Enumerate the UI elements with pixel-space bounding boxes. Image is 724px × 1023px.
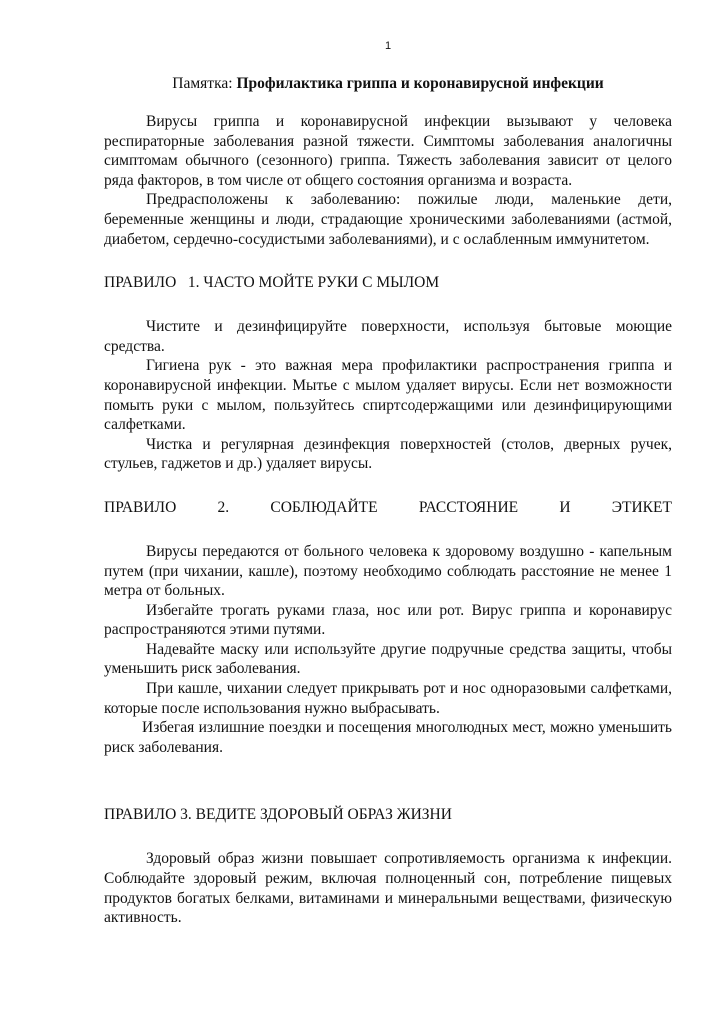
rule2-heading-word: РАССТОЯНИЕ xyxy=(418,498,519,516)
rule2-paragraph-1: Вирусы передаются от больного человека к здоровому воздушно - капельным путем (при чихании, кашле), поэтому необходимо соблюдать расстояние не менее 1 метра от больных. xyxy=(104,542,672,600)
rule1-heading: ПРАВИЛО 1. ЧАСТО МОЙТЕ РУКИ С МЫЛОМ xyxy=(104,274,440,292)
rule1-paragraph-3: Чистка и регулярная дезинфекция поверхностей (столов, дверных ручек, стульев, гаджетов и др.) удаляет вирусы. xyxy=(104,435,672,473)
rule2-paragraph-4: При кашле, чихании следует прикрывать рот и нос одноразовыми салфетками, которые после использования нужно выбрасывать. xyxy=(104,680,672,717)
document-title xyxy=(104,74,672,94)
rule2-heading-word: 2. xyxy=(217,498,230,516)
intro-paragraph-2: Предрасположены к заболеванию: пожилые люди, маленькие дети, беременные женщины и люди, страдающие хроническими заболеваниями (астмой, диабетом, сердечно-сосудистыми заболеваниями), и с ослабленным иммунитетом. xyxy=(104,191,672,248)
rule2-heading xyxy=(104,498,672,518)
intro-paragraph-1: Вирусы гриппа и коронавирусной инфекции вызывают у человека респираторные заболевания разной тяжести. Симптомы заболевания аналогичны симптомам обычного (сезонного) гриппа. Тяжесть заболевания зависит от целого ряда факторов, в том числе от общего состояния организма и возраста. xyxy=(104,113,672,189)
page-number: 1 xyxy=(384,40,392,52)
rule2-heading-word: ЭТИКЕТ xyxy=(611,498,672,516)
rule2-heading-word: СОБЛЮДАЙТЕ xyxy=(270,498,378,516)
title-prefix: Памятка: xyxy=(172,75,237,92)
rule3-heading: ПРАВИЛО 3. ВЕДИТЕ ЗДОРОВЫЙ ОБРАЗ ЖИЗНИ xyxy=(104,806,452,824)
title-bold: Профилактика гриппа и коронавирусной инфекции xyxy=(236,75,604,92)
rule2-paragraph-3: Надевайте маску или используйте другие подручные средства защиты, чтобы уменьшить риск заболевания. xyxy=(104,640,672,678)
rule3-paragraph-1: Здоровый образ жизни повышает сопротивляемость организма к инфекции. Соблюдайте здоровый режим, включая полноценный сон, потребление пищевых продуктов богатых белками, витаминами и минеральными веществами, физическую активность. xyxy=(104,850,672,927)
rule2-heading-word: ПРАВИЛО xyxy=(104,498,177,516)
rule1-paragraph-2: Гигиена рук - это важная мера профилактики распространения гриппа и коронавирусной инфекции. Мытье с мылом удаляет вирусы. Если нет возможности помыть руки с мылом, пользуйтесь спиртсодержащими или дезинфицирующими салфетками. xyxy=(104,357,672,434)
rule2-paragraph-2: Избегайте трогать руками глаза, нос или рот. Вирус гриппа и коронавирус распространяются этими путями. xyxy=(104,601,672,639)
rule2-heading-word: И xyxy=(559,498,571,516)
rule2-paragraph-5: Избегая излишние поездки и посещения многолюдных мест, можно уменьшить риск заболевания. xyxy=(104,719,672,756)
rule1-paragraph-1: Чистите и дезинфицируйте поверхности, используя бытовые моющие средства. xyxy=(104,318,672,355)
